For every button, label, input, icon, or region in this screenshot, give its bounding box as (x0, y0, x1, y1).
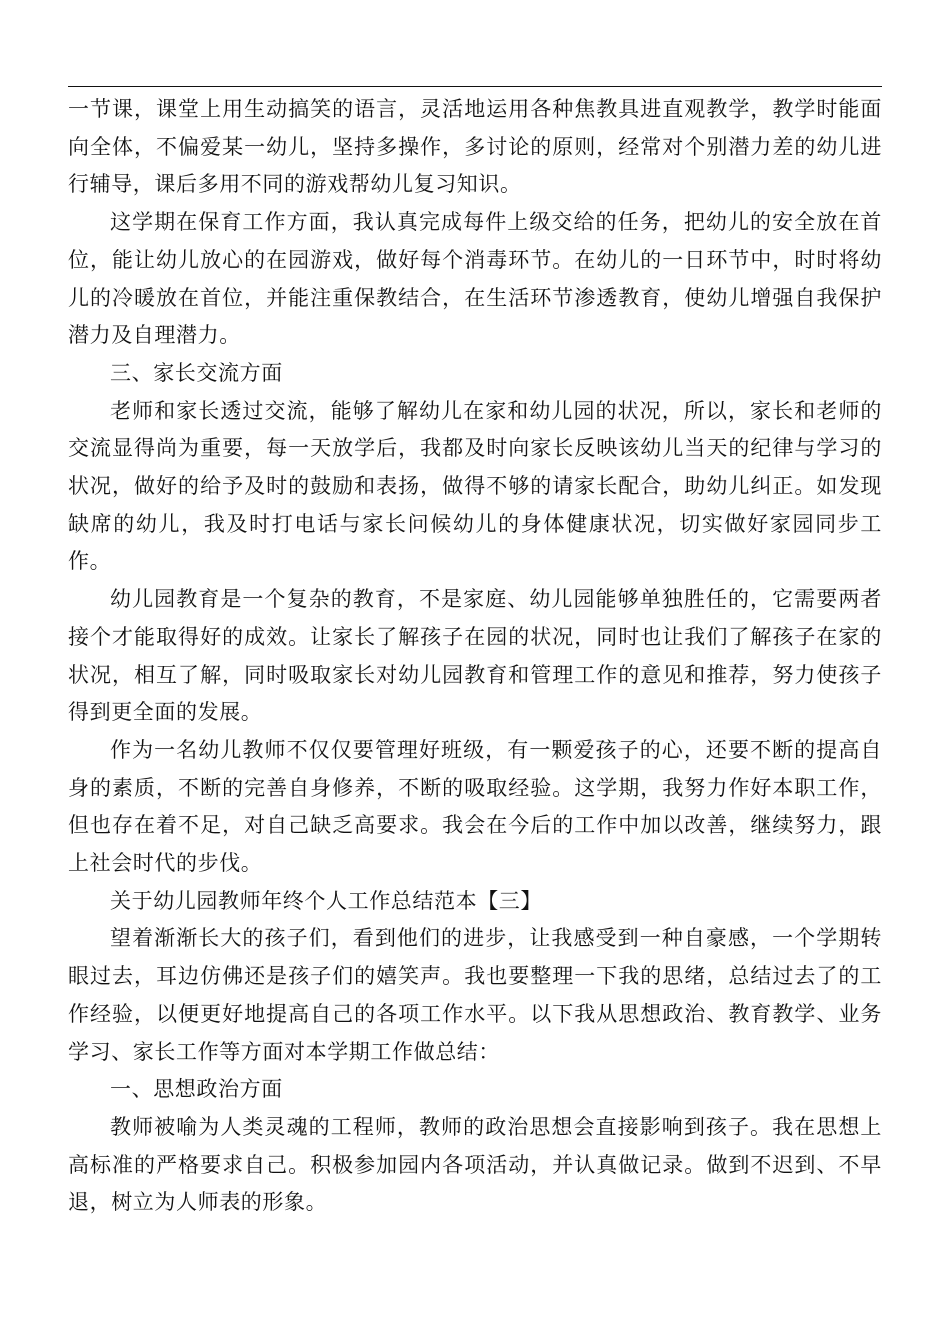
article-title-three: 关于幼儿园教师年终个人工作总结范本【三】 (110, 888, 542, 913)
paragraph-home-school-cooperation: 幼儿园教育是一个复杂的教育，不是家庭、幼儿园能够单独胜任的，它需要两者接个才能取得好的成效。让家长了解孩子在园的状况，同时也让我们了解孩子在家的状况，相互了解，同时吸取家长对幼儿园教育和管理工作的意见和推荐，努力使孩子得到更全面的发展。 (68, 587, 882, 725)
section-heading-ideology-politics: 一、思想政治方面 (110, 1077, 283, 1102)
paragraph-parent-communication: 老师和家长透过交流，能够了解幼儿在家和幼儿园的状况，所以，家长和老师的交流显得尚为重要，每一天放学后，我都及时向家长反映该幼儿当天的纪律与学习的状况，做好的给予及时的鼓励和表扬，做得不够的请家长配合，助幼儿纠正。如发现缺席的幼儿，我及时打电话与家长问候幼儿的身体健康状况，切实做好家园同步工作。 (68, 398, 882, 574)
paragraph-ideology-politics: 教师被喻为人类灵魂的工程师，教师的政治思想会直接影响到孩子。我在思想上高标准的严格要求自己。积极参加园内各项活动，并认真做记录。做到不迟到、不早退，树立为人师表的形象。 (68, 1114, 882, 1215)
paragraph-continued-teaching: 一节课，课堂上用生动搞笑的语言，灵活地运用各种焦教具进直观教学，教学时能面向全体，不偏爱某一幼儿，坚持多操作，多讨论的原则，经常对个别潜力差的幼儿进行辅导，课后多用不同的游戏帮幼儿复习知识。 (68, 97, 882, 197)
document-page (68, 86, 882, 1222)
header-rule (68, 86, 882, 87)
paragraph-care-work: 这学期在保育工作方面，我认真完成每件上级交给的任务，把幼儿的安全放在首位，能让幼儿放心的在园游戏，做好每个消毒环节。在幼儿的一日环节中，时时将幼儿的冷暖放在首位，并能注重保教结合，在生活环节渗透教育，使幼儿增强自我保护潜力及自理潜力。 (68, 210, 882, 348)
paragraph-self-improvement: 作为一名幼儿教师不仅仅要管理好班级，有一颗爱孩子的心，还要不断的提高自身的素质，不断的完善自身修养，不断的吸取经验。这学期，我努力作好本职工作，但也存在着不足，对自己缺乏高要求。我会在今后的工作中加以改善，继续努力，跟上社会时代的步伐。 (68, 737, 882, 876)
section-heading-parent-communication: 三、家长交流方面 (110, 360, 283, 385)
paragraph-introduction: 望着渐渐长大的孩子们，看到他们的进步，让我感受到一种自豪感，一个学期转眼过去，耳边仿佛还是孩子们的嬉笑声。我也要整理一下我的思绪，总结过去了的工作经验，以便更好地提高自己的各项工作水平。以下我从思想政治、教育教学、业务学习、家长工作等方面对本学期工作做总结： (68, 926, 882, 1064)
